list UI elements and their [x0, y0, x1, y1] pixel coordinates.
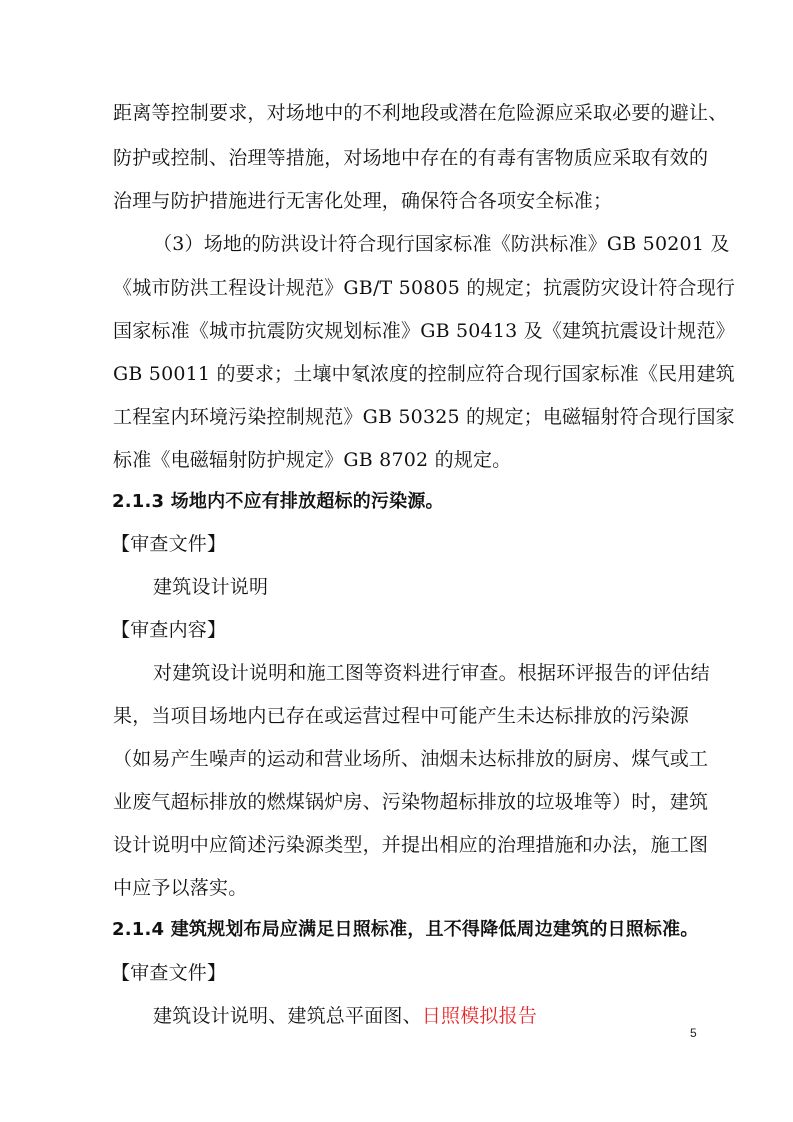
paragraph-line: 治理与防护措施进行无害化处理，确保符合各项安全标准；	[113, 190, 613, 212]
files-text: 建筑设计说明	[153, 576, 269, 598]
paragraph-line: 工程室内环境污染控制规范》GB 50325 的规定；电磁辐射符合现行国家	[113, 406, 735, 428]
paragraph-line: （如易产生噪声的运动和营业场所、油烟未达标排放的厨房、煤气或工	[113, 748, 709, 770]
content-label: 【审查内容】	[111, 619, 227, 641]
paragraph-line: 《城市防洪工程设计规范》GB/T 50805 的规定；抗震防灾设计符合现行	[113, 277, 736, 299]
files-label: 【审查文件】	[111, 962, 227, 984]
paragraph-line: 业废气超标排放的燃煤锅炉房、污染物超标排放的垃圾堆等）时，建筑	[113, 791, 709, 813]
paragraph-line: 国家标准《城市抗震防灾规划标准》GB 50413 及《建筑抗震设计规范》	[113, 320, 735, 342]
page-number: 5	[690, 1026, 697, 1040]
files-label: 【审查文件】	[111, 533, 227, 555]
paragraph-line: 防护或控制、治理等措施，对场地中存在的有毒有害物质应采取有效的	[113, 147, 709, 169]
paragraph-line: 标准《电磁辐射防护规定》GB 8702 的规定。	[113, 449, 512, 471]
paragraph-line: 果，当项目场地内已存在或运营过程中可能产生未达标排放的污染源	[113, 705, 690, 727]
paragraph-line: （3）场地的防洪设计符合现行国家标准《防洪标准》GB 50201 及	[153, 233, 730, 255]
section-heading: 2.1.3 场地内不应有排放超标的污染源。	[112, 491, 444, 512]
paragraph-line: 距离等控制要求，对场地中的不利地段或潜在危险源应采取必要的避让、	[113, 102, 728, 124]
paragraph-line: 中应予以落实。	[113, 877, 248, 899]
files-text-highlight: 日照模拟报告	[421, 1005, 538, 1027]
files-text-normal: 建筑设计说明、建筑总平面图、	[153, 1005, 422, 1027]
paragraph-line: 对建筑设计说明和施工图等资料进行审查。根据环评报告的评估结	[153, 662, 710, 684]
files-text	[153, 1004, 537, 1028]
section-heading: 2.1.4 建筑规划布局应满足日照标准，且不得降低周边建筑的日照标准。	[112, 919, 699, 940]
paragraph-line: 设计说明中应简述污染源类型，并提出相应的治理措施和办法，施工图	[113, 834, 709, 856]
paragraph-line: GB 50011 的要求；土壤中氡浓度的控制应符合现行国家标准《民用建筑	[113, 363, 735, 385]
